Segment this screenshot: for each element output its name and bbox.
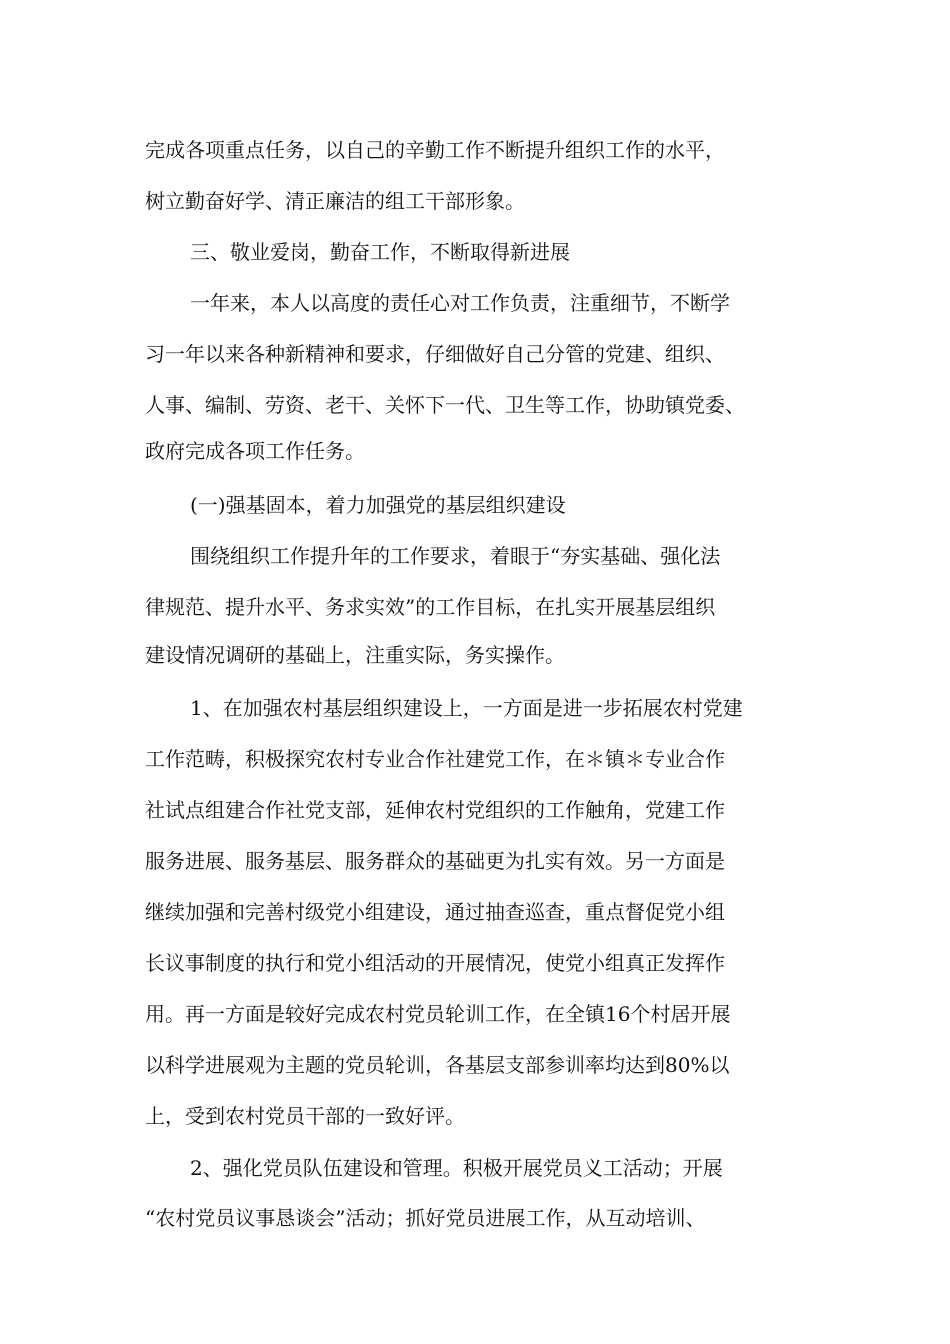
text-line: 1、在加强农村基层组织建设上，一方面是进一步拓展农村党建 [190,696,743,720]
text-line: 工作范畴，积极探究农村专业合作社建党工作，在＊镇＊专业合作 [145,747,725,771]
text-line: 完成各项重点任务，以自己的辛勤工作不断提升组织工作的水平， [145,138,725,162]
text-line: 一年来，本人以高度的责任心对工作负责，注重细节，不断学 [190,291,730,315]
text-line: 以科学进展观为主题的党员轮训，各基层支部参训率均达到80%以 [145,1053,730,1077]
text-line: 政府完成各项工作任务。 [145,439,365,463]
text-line: 律规范、提升水平、务求实效”的工作目标，在扎实开展基层组织 [145,595,716,619]
text-line: 继续加强和完善村级党小组建设，通过抽查巡查，重点督促党小组 [145,900,725,924]
text-line: 服务进展、服务基层、服务群众的基础更为扎实有效。另一方面是 [145,849,725,873]
text-line: 习一年以来各种新精神和要求，仔细做好自己分管的党建、组织、 [145,342,725,366]
subsection-heading: (一)强基固本，着力加强党的基层组织建设 [190,493,566,517]
text-line: 长议事制度的执行和党小组活动的开展情况，使党小组真正发挥作 [145,951,725,975]
text-line: 围绕组织工作提升年的工作要求，着眼于“夯实基础、强化法 [190,544,721,568]
text-line: 用。再一方面是较好完成农村党员轮训工作，在全镇16个村居开展 [145,1002,731,1026]
text-line: 人事、编制、劳资、老干、关怀下一代、卫生等工作，协助镇党委、 [145,393,745,417]
text-line: 2、强化党员队伍建设和管理。积极开展党员义工活动；开展 [190,1156,723,1180]
section-heading: 三、敬业爱岗，勤奋工作，不断取得新进展 [190,240,570,264]
text-line: 树立勤奋好学、清正廉洁的组工干部形象。 [145,189,525,213]
text-line: 建设情况调研的基础上，注重实际，务实操作。 [145,643,565,667]
text-line: “农村党员议事恳谈会”活动；抓好党员进展工作，从互动培训、 [145,1206,706,1230]
text-line: 上，受到农村党员干部的一致好评。 [145,1104,465,1128]
text-line: 社试点组建合作社党支部，延伸农村党组织的工作触角，党建工作 [145,798,725,822]
